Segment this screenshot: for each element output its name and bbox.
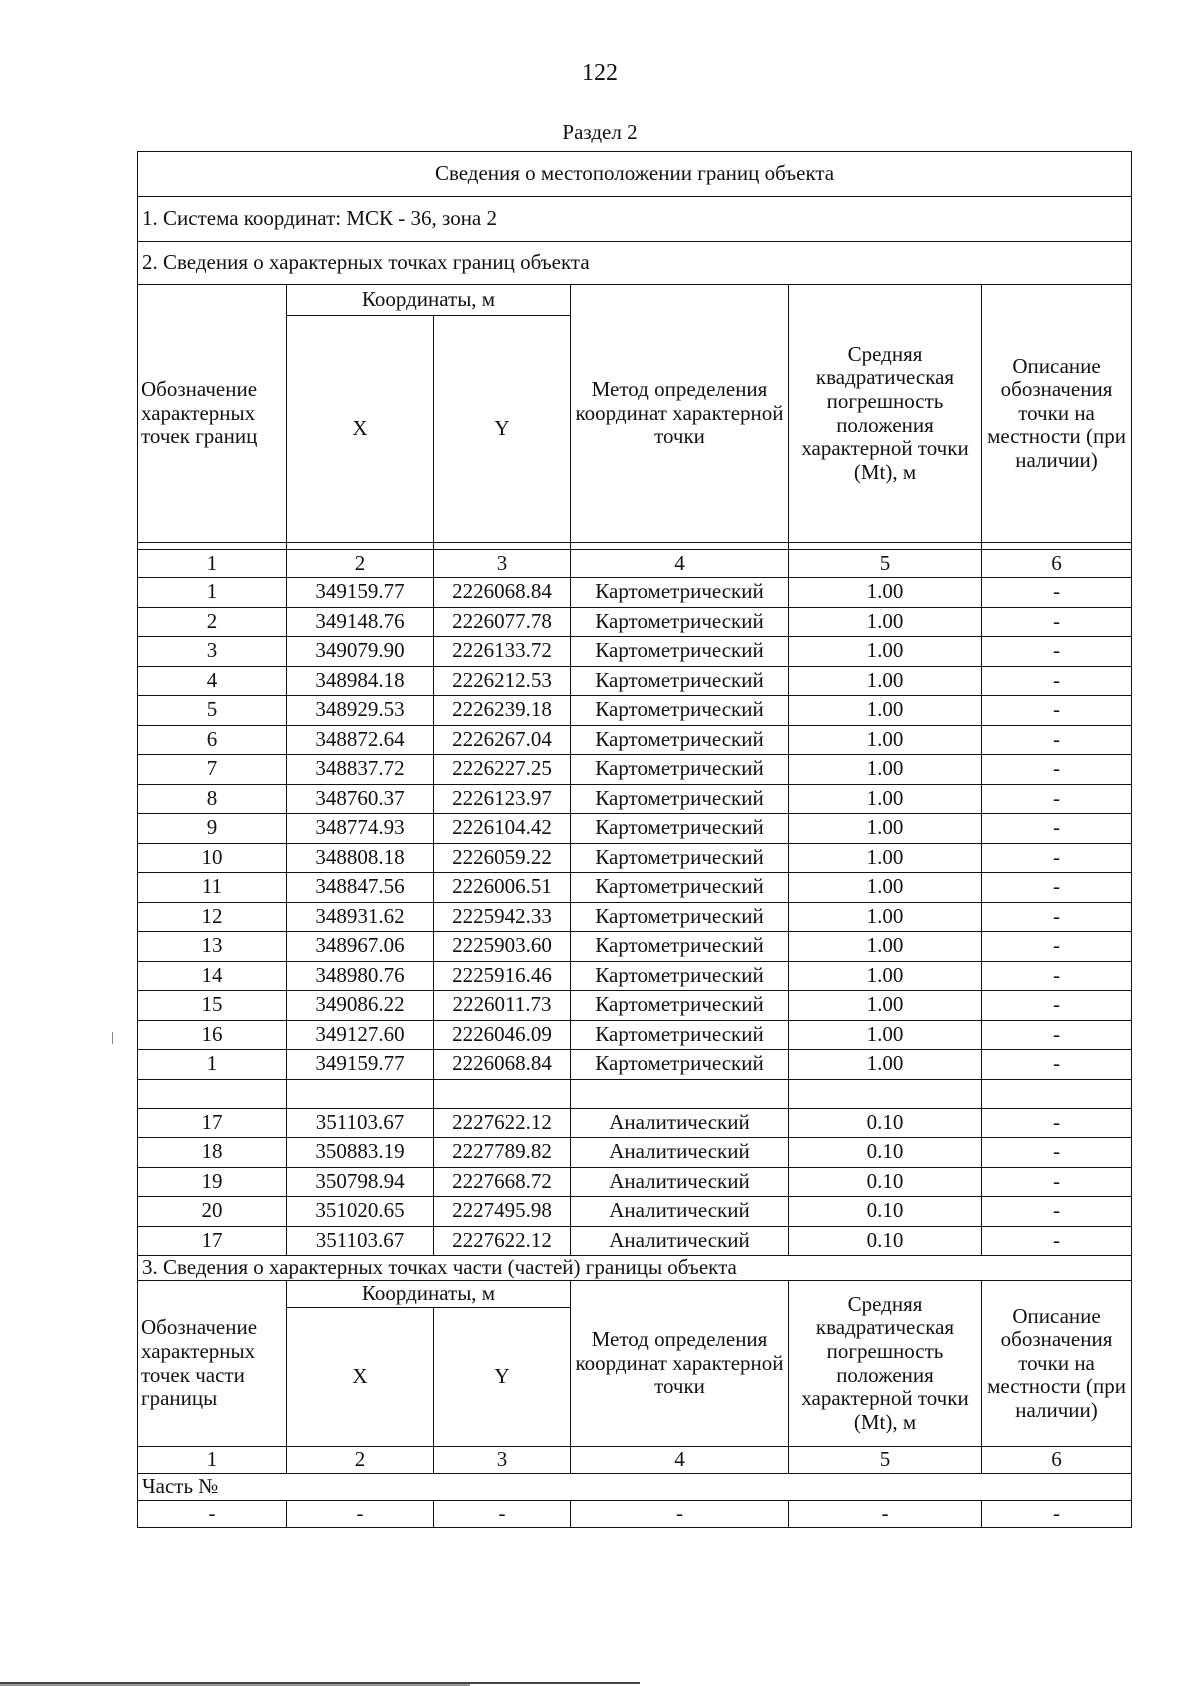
header-description: Описание обозначения точки на местности (при наличии) (982, 285, 1132, 543)
table-row (138, 696, 1132, 726)
section3-cell: - (287, 1501, 434, 1528)
cell-x: 348837.72 (287, 755, 434, 785)
cell-y: 2226068.84 (434, 1050, 571, 1080)
column-number: 4 (571, 550, 789, 578)
cell-y: 2226068.84 (434, 578, 571, 608)
table-row (138, 755, 1132, 785)
table-row (138, 578, 1132, 608)
cell-x: 349148.76 (287, 607, 434, 637)
gap-cell (287, 543, 434, 550)
cell-y: 2227495.98 (434, 1197, 571, 1227)
cell-point: 16 (138, 1020, 287, 1050)
section2-title: 2. Сведения о характерных точках границ объекта (138, 242, 1132, 285)
part-label: Часть № (138, 1474, 1132, 1501)
cell-x: 348847.56 (287, 873, 434, 903)
cell-x: 349159.77 (287, 578, 434, 608)
empty-cell (982, 1079, 1132, 1108)
cell-point: 19 (138, 1167, 287, 1197)
cell-method: Картометрический (571, 666, 789, 696)
gap-cell (982, 543, 1132, 550)
cell-y: 2227622.12 (434, 1226, 571, 1256)
cell-error: 0.10 (789, 1197, 982, 1227)
cell-point: 17 (138, 1108, 287, 1138)
cell-error: 1.00 (789, 932, 982, 962)
column-number: 2 (287, 550, 434, 578)
column-number-row (138, 550, 1132, 578)
gap-cell (571, 543, 789, 550)
contour-separator-row (138, 1079, 1132, 1108)
cell-method: Картометрический (571, 607, 789, 637)
cell-description: - (982, 1050, 1132, 1080)
cell-method: Картометрический (571, 725, 789, 755)
header-mean-error: Средняя квадратическая погрешность положения характерной точки (Mt), м (789, 285, 982, 543)
column-number: 1 (138, 1447, 287, 1474)
section3-column-number-row (138, 1447, 1132, 1474)
cell-description: - (982, 1167, 1132, 1197)
table-row (138, 1226, 1132, 1256)
gap-cell (789, 543, 982, 550)
cell-y: 2225903.60 (434, 932, 571, 962)
cell-method: Картометрический (571, 932, 789, 962)
column-number: 3 (434, 1447, 571, 1474)
cell-point: 7 (138, 755, 287, 785)
cell-description: - (982, 991, 1132, 1021)
table-row (138, 725, 1132, 755)
cell-x: 350798.94 (287, 1167, 434, 1197)
cell-description: - (982, 696, 1132, 726)
cell-description: - (982, 902, 1132, 932)
table-row (138, 843, 1132, 873)
cell-error: 0.10 (789, 1138, 982, 1168)
cell-error: 1.00 (789, 578, 982, 608)
cell-method: Аналитический (571, 1108, 789, 1138)
table-row (138, 1020, 1132, 1050)
cell-x: 348984.18 (287, 666, 434, 696)
section3-cell: - (789, 1501, 982, 1528)
section3-cell: - (138, 1501, 287, 1528)
cell-y: 2226059.22 (434, 843, 571, 873)
cell-method: Картометрический (571, 814, 789, 844)
cell-error: 1.00 (789, 873, 982, 903)
section3-title: 3. Сведения о характерных точках части (частей) границы объекта (138, 1256, 1132, 1281)
cell-x: 348967.06 (287, 932, 434, 962)
cell-error: 1.00 (789, 725, 982, 755)
cell-error: 1.00 (789, 814, 982, 844)
section3-cell: - (571, 1501, 789, 1528)
cell-error: 1.00 (789, 1020, 982, 1050)
table-row (138, 1197, 1132, 1227)
cell-point: 11 (138, 873, 287, 903)
cell-method: Картометрический (571, 637, 789, 667)
cell-y: 2227668.72 (434, 1167, 571, 1197)
empty-cell (789, 1079, 982, 1108)
cell-point: 5 (138, 696, 287, 726)
empty-cell (287, 1079, 434, 1108)
cell-description: - (982, 725, 1132, 755)
cell-y: 2227622.12 (434, 1108, 571, 1138)
cell-description: - (982, 755, 1132, 785)
cell-point: 4 (138, 666, 287, 696)
cell-description: - (982, 666, 1132, 696)
cell-point: 18 (138, 1138, 287, 1168)
table-row (138, 991, 1132, 1021)
cell-point: 12 (138, 902, 287, 932)
cell-point: 6 (138, 725, 287, 755)
section-label: Раздел 2 (562, 120, 638, 144)
section3-header-description: Описание обозначения точки на местности (при наличии) (982, 1281, 1132, 1447)
cell-x: 348980.76 (287, 961, 434, 991)
cell-description: - (982, 607, 1132, 637)
table-title: Сведения о местоположении границ объекта (138, 152, 1132, 197)
table-row (138, 1138, 1132, 1168)
column-number: 6 (982, 550, 1132, 578)
column-number: 1 (138, 550, 287, 578)
section3-header-method: Метод определения координат характерной точки (571, 1281, 789, 1447)
cell-point: 1 (138, 578, 287, 608)
scan-mark (112, 1032, 113, 1044)
table-row (138, 932, 1132, 962)
cell-point: 10 (138, 843, 287, 873)
cell-error: 1.00 (789, 696, 982, 726)
cell-error: 1.00 (789, 637, 982, 667)
cell-method: Картометрический (571, 696, 789, 726)
cell-method: Аналитический (571, 1167, 789, 1197)
cell-point: 13 (138, 932, 287, 962)
empty-cell (571, 1079, 789, 1108)
cell-description: - (982, 1108, 1132, 1138)
section3-cell: - (982, 1501, 1132, 1528)
cell-y: 2226239.18 (434, 696, 571, 726)
cell-description: - (982, 1020, 1132, 1050)
cell-error: 1.00 (789, 666, 982, 696)
cell-method: Аналитический (571, 1226, 789, 1256)
cell-method: Картометрический (571, 755, 789, 785)
header-method: Метод определения координат характерной точки (571, 285, 789, 543)
cell-x: 348872.64 (287, 725, 434, 755)
table-row (138, 902, 1132, 932)
cell-y: 2226011.73 (434, 991, 571, 1021)
column-number: 2 (287, 1447, 434, 1474)
table-row (138, 873, 1132, 903)
cell-point: 8 (138, 784, 287, 814)
section3-header-x: X (287, 1308, 434, 1447)
cell-y: 2225916.46 (434, 961, 571, 991)
cell-description: - (982, 784, 1132, 814)
table-row (138, 814, 1132, 844)
cell-x: 348808.18 (287, 843, 434, 873)
column-number: 6 (982, 1447, 1132, 1474)
cell-y: 2226123.97 (434, 784, 571, 814)
cell-y: 2226006.51 (434, 873, 571, 903)
cell-y: 2226227.25 (434, 755, 571, 785)
cell-point: 20 (138, 1197, 287, 1227)
cell-point: 17 (138, 1226, 287, 1256)
cell-x: 351103.67 (287, 1226, 434, 1256)
gap-cell (434, 543, 571, 550)
cell-x: 351020.65 (287, 1197, 434, 1227)
cell-x: 348929.53 (287, 696, 434, 726)
cell-point: 2 (138, 607, 287, 637)
cell-point: 9 (138, 814, 287, 844)
boundary-table (137, 151, 1132, 1528)
table-row (138, 784, 1132, 814)
section3-header-mean-error: Средняя квадратическая погрешность положения характерной точки (Mt), м (789, 1281, 982, 1447)
cell-y: 2225942.33 (434, 902, 571, 932)
section3-header-y: Y (434, 1308, 571, 1447)
cell-method: Картометрический (571, 1050, 789, 1080)
page-number: 122 (582, 60, 618, 86)
cell-error: 1.00 (789, 607, 982, 637)
cell-point: 3 (138, 637, 287, 667)
cell-point: 15 (138, 991, 287, 1021)
cell-method: Картометрический (571, 1020, 789, 1050)
cell-y: 2226104.42 (434, 814, 571, 844)
cell-x: 348931.62 (287, 902, 434, 932)
column-number: 3 (434, 550, 571, 578)
header-coordinates: Координаты, м (287, 285, 571, 316)
cell-y: 2227789.82 (434, 1138, 571, 1168)
column-number: 5 (789, 1447, 982, 1474)
cell-description: - (982, 843, 1132, 873)
cell-error: 1.00 (789, 843, 982, 873)
cell-y: 2226133.72 (434, 637, 571, 667)
cell-point: 14 (138, 961, 287, 991)
table-row (138, 607, 1132, 637)
cell-x: 349079.90 (287, 637, 434, 667)
empty-cell (138, 1079, 287, 1108)
section3-data-row (138, 1501, 1132, 1528)
cell-method: Аналитический (571, 1138, 789, 1168)
cell-x: 349127.60 (287, 1020, 434, 1050)
cell-error: 0.10 (789, 1108, 982, 1138)
cell-error: 1.00 (789, 961, 982, 991)
cell-x: 351103.67 (287, 1108, 434, 1138)
cell-error: 1.00 (789, 991, 982, 1021)
cell-y: 2226212.53 (434, 666, 571, 696)
table-row (138, 666, 1132, 696)
cell-x: 348760.37 (287, 784, 434, 814)
header-point-designation: Обозначение характерных точек границ (138, 285, 287, 543)
column-number: 5 (789, 550, 982, 578)
cell-x: 349086.22 (287, 991, 434, 1021)
cell-description: - (982, 873, 1132, 903)
gap-cell (138, 543, 287, 550)
cell-method: Картометрический (571, 961, 789, 991)
cell-error: 0.10 (789, 1226, 982, 1256)
cell-method: Картометрический (571, 991, 789, 1021)
cell-method: Картометрический (571, 843, 789, 873)
cell-error: 1.00 (789, 1050, 982, 1080)
cell-method: Картометрический (571, 784, 789, 814)
cell-x: 348774.93 (287, 814, 434, 844)
cell-error: 1.00 (789, 755, 982, 785)
column-number: 4 (571, 1447, 789, 1474)
cell-description: - (982, 1138, 1132, 1168)
cell-error: 0.10 (789, 1167, 982, 1197)
cell-y: 2226046.09 (434, 1020, 571, 1050)
cell-x: 349159.77 (287, 1050, 434, 1080)
coordinate-system: 1. Система координат: МСК - 36, зона 2 (138, 197, 1132, 242)
cell-description: - (982, 637, 1132, 667)
empty-cell (434, 1079, 571, 1108)
table-row (138, 637, 1132, 667)
cell-y: 2226077.78 (434, 607, 571, 637)
cell-description: - (982, 961, 1132, 991)
table-row (138, 1108, 1132, 1138)
table-row (138, 961, 1132, 991)
cell-error: 1.00 (789, 784, 982, 814)
cell-method: Картометрический (571, 902, 789, 932)
table-row (138, 1167, 1132, 1197)
cell-description: - (982, 1226, 1132, 1256)
section3-cell: - (434, 1501, 571, 1528)
section3-header-coordinates: Координаты, м (287, 1281, 571, 1308)
cell-description: - (982, 932, 1132, 962)
header-x: X (287, 316, 434, 543)
table-row (138, 1050, 1132, 1080)
cell-point: 1 (138, 1050, 287, 1080)
cell-y: 2226267.04 (434, 725, 571, 755)
header-y: Y (434, 316, 571, 543)
cell-x: 350883.19 (287, 1138, 434, 1168)
cell-description: - (982, 814, 1132, 844)
cell-description: - (982, 1197, 1132, 1227)
section3-header-point-designation: Обозначение характерных точек части границы (138, 1281, 287, 1447)
cell-method: Картометрический (571, 873, 789, 903)
cell-method: Аналитический (571, 1197, 789, 1227)
cell-error: 1.00 (789, 902, 982, 932)
cell-method: Картометрический (571, 578, 789, 608)
cell-description: - (982, 578, 1132, 608)
